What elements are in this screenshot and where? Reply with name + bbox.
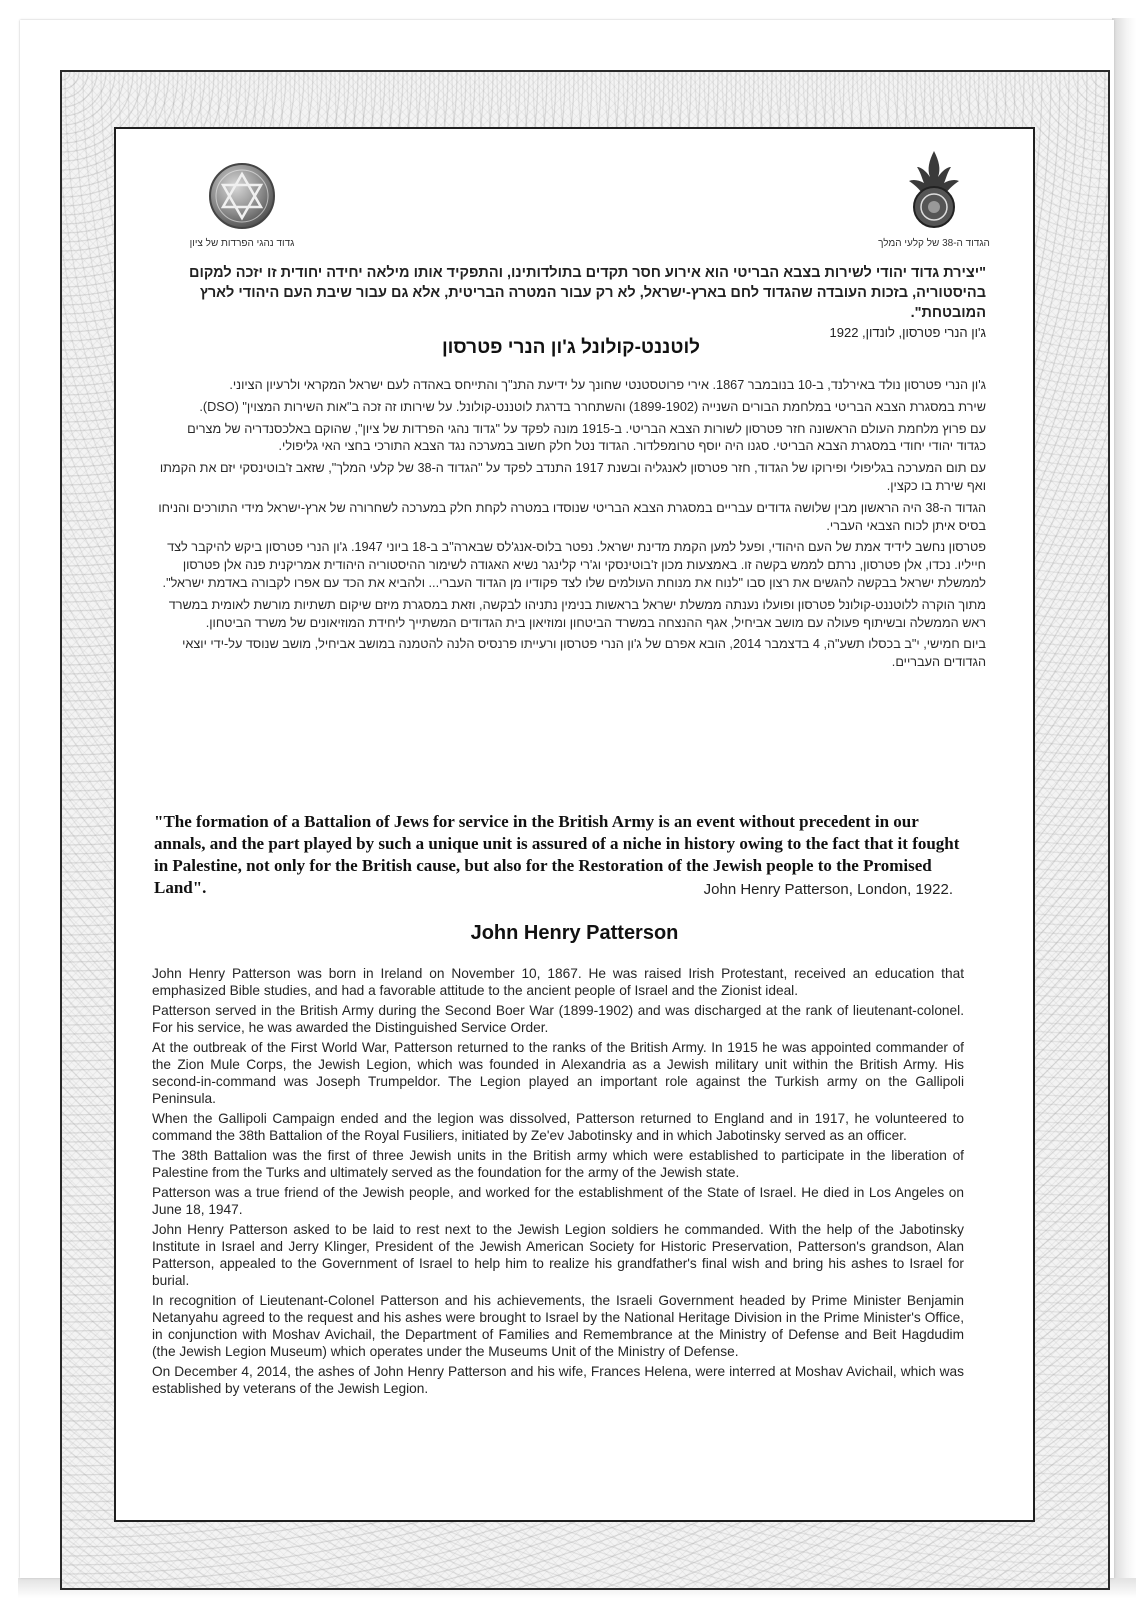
content-panel (114, 127, 1035, 1522)
card-edge-shadow (1112, 18, 1136, 1598)
hebrew-paragraph: ביום חמישי, י"ב בכסלו תשע"ה, 4 בדצמבר 2014, הובא אפרם של ג'ון הנרי פטרסון ורעייתו פרנסיס הלנה להטמנה במושב אביחיל, מושב שנוסד על-ידי יוצאי הגדודים העבריים. (182, 637, 986, 670)
english-paragraph: John Henry Patterson was born in Ireland on November 10, 1867. He was raised Irish Protestant, received an education that emphasized Bible studies, and had a favorable attitude to the ancient people of Israel and the Zionist ideal. (152, 966, 964, 998)
hebrew-quote-text: "יצירת גדוד יהודי לשירות בצבא הבריטי הוא אירוע חסר תקדים בתולדותינו, והתפקיד אותו מילאה יחידה יחודית זו יזכה למקום בהיסטוריה, בזכות העובדה שהגדוד לחם בארץ-ישראל, לא רק עבור המטרה הבריטית, אלא גם עבור שיבת העם היהודי לארץ המובטחת". (189, 265, 986, 321)
hebrew-paragraph: הגדוד ה-38 היה הראשון מבין שלושה גדודים עבריים במסגרת הצבא הבריטי שנוסדו במטרה לקחת חלק במערכה לשחרורה של ארץ-ישראל מידי התורכים והניחו בסיס איתן לכוח הצבאי העברי. (158, 500, 986, 533)
document-sheet (20, 20, 1114, 1578)
english-body (152, 965, 964, 1400)
hebrew-paragraph: עם פרוץ מלחמת העולם הראשונה חזר פטרסון לשורות הצבא הבריטי. ב-1915 מונה לפקד על "גדוד נהגי הפרדות של ציון", שהוקם באלכסנדריה של מצרים כגדוד יהודי יחודי במסגרת הצבא הבריטי. סגנו היה יוסף טרומפלדור. הגדוד נטל חלק חשוב במערכה נגד הצבא התורכי בחצי האי גליפולי. (187, 421, 986, 454)
star-of-david-icon (207, 161, 277, 231)
hebrew-body (156, 377, 986, 676)
english-paragraph: Patterson served in the British Army during the Second Boer War (1899-1902) and was discharged at the rank of lieutenant-colonel. For his service, he was awarded the Distinguished Service Order. (152, 1003, 964, 1035)
left-logo-caption: גדוד נהגי הפרדות של ציון (189, 238, 295, 249)
english-title: John Henry Patterson (470, 922, 679, 944)
english-paragraph: Patterson was a true friend of the Jewish people, and worked for the establishment of the State of Israel. He died in Los Angeles on June 18, 1947. (152, 1185, 964, 1217)
english-paragraph: The 38th Battalion was the first of three Jewish units in the British army which were established to participate in the liberation of Palestine from the Turks and ultimately served as the foundation for the army of the Jewish state. (152, 1148, 964, 1180)
hebrew-paragraph: ג'ון הנרי פטרסון נולד באירלנד, ב-10 בנובמבר 1867. אירי פרוטסטנטי שחונך על ידיעת התנ"ך והתייחס באהדה לעם ישראל המקראי ולרעיון הציוני. (229, 378, 986, 392)
hebrew-quote-block (156, 263, 986, 343)
flaming-grenade-icon (899, 147, 969, 231)
english-paragraph: On December 4, 2014, the ashes of John Henry Patterson and his wife, Frances Helena, were interred at Moshav Avichail, which was established by veterans of the Jewish Legion. (152, 1364, 964, 1396)
english-quote: "The formation of a Battalion of Jews for service in the British Army is an event without precedent in our annals, and the part played by such a unique unit is assured of a niche in history owing to the fact that it fought in Palestine, not only for the British cause, but also for the Restoration of the Jewish people to the Promised Land". (154, 812, 960, 897)
royal-fusiliers-emblem (859, 147, 1009, 249)
hebrew-paragraph: פטרסון נחשב לידיד אמת של העם היהודי, ופעל למען הקמת מדינת ישראל. נפטר בלוס-אנג'לס שבארה"ב ב-18 ביוני 1947. ג'ון הנרי פטרסון ביקש להיקבר לצד חייליו. נכדו, אלן פטרסון, נרתם לממש בקשה זו. באמצעות מכון ז'בוטינסקי וג'רי קלינגר נשיא האגודה לשימור ההיסטוריה היהודית אמריקנית פנה אלן פטרסון לממשלת ישראל בבקשה להגשים את רצון סבו "לנוח את מנוחת העולמים שלו לצד פקודיו מן הגדוד העברי... ולהביא את הכד עם אפרו לקבורה באדמת ישראל". (162, 540, 986, 590)
english-paragraph: At the outbreak of the First World War, Patterson returned to the ranks of the British Army. In 1915 he was appointed commander of the Zion Mule Corps, the Jewish Legion, which was founded in Alexandria as a Jewish military unit within the British Army. His second-in-command was Joseph Trumpeldor. The Legion played an important role against the Turkish army on the Gallipoli Peninsula. (152, 1040, 964, 1106)
hebrew-paragraph: שירת במסגרת הצבא הבריטי במלחמת הבורים השנייה (1899-1902) והשתחרר בדרגת לוטננט-קולונל. על שירותו זה זכה ב"אות השירות המצוין" (DSO). (199, 399, 986, 414)
zion-mule-corps-emblem (182, 161, 302, 249)
english-paragraph: John Henry Patterson asked to be laid to rest next to the Jewish Legion soldiers he commanded. With the help of the Jabotinsky Institute in Israel and Jerry Klinger, President of the Jewish American Society for Historic Preservation, Patterson's grandson, Alan Patterson, appealed to the Government of Israel to help him to realize his grandfather's final wish and bring his ashes to Israel for burial. (152, 1222, 964, 1288)
hebrew-title: לוטננט-קולונל ג'ון הנרי פטרסון (441, 337, 701, 358)
english-quote-attribution: John Henry Patterson, London, 1922. (703, 881, 953, 898)
hebrew-paragraph: עם תום המערכה בגליפולי ופירוקו של הגדוד, חזר פטרסון לאנגליה ובשנת 1917 התנדב לפקד על "הגדוד ה-38 של קלעי המלך", שזאב ז'בוטינסקי יזם את הקמתו ואף שירת בו כקצין. (159, 461, 986, 493)
hebrew-paragraph: מתוך הוקרה ללוטננט-קולונל פטרסון ופועלו נענתה ממשלת ישראל בראשות בנימין נתניהו לבקשה, וזאת במסגרת מיזם שיקום תשתיות מורשת לאומית במשרד ראש הממשלה ובשיתוף פעולה עם מושב אביחיל, אגף ההנצחה במשרד הביטחון ומוזיאון בית הגדודים המשתייך ליחידת המוזיאונים של משרד הביטחון. (168, 597, 986, 630)
english-paragraph: In recognition of Lieutenant-Colonel Patterson and his achievements, the Israeli Government headed by Prime Minister Benjamin Netanyahu agreed to the request and his ashes were brought to Israel by the National Heritage Division in the Prime Minister's Office, in conjunction with Moshav Avichail, the Department of Families and Remembrance at the Ministry of Defense and Beit Hagdudim (the Jewish Legion Museum) which operates under the Museums Unit of the Ministry of Defense. (152, 1293, 964, 1359)
hebrew-quote-attribution: ג'ון הנרי פטרסון, לונדון, 1922 (829, 325, 986, 340)
english-paragraph: When the Gallipoli Campaign ended and the legion was dissolved, Patterson returned to England and in 1917, he volunteered to command the 38th Battalion of the Royal Fusiliers, initiated by Ze'ev Jabotinsky and in which Jabotinsky served as an officer. (152, 1111, 964, 1143)
right-logo-caption: הגדוד ה-38 של קלעי המלך (878, 238, 990, 249)
